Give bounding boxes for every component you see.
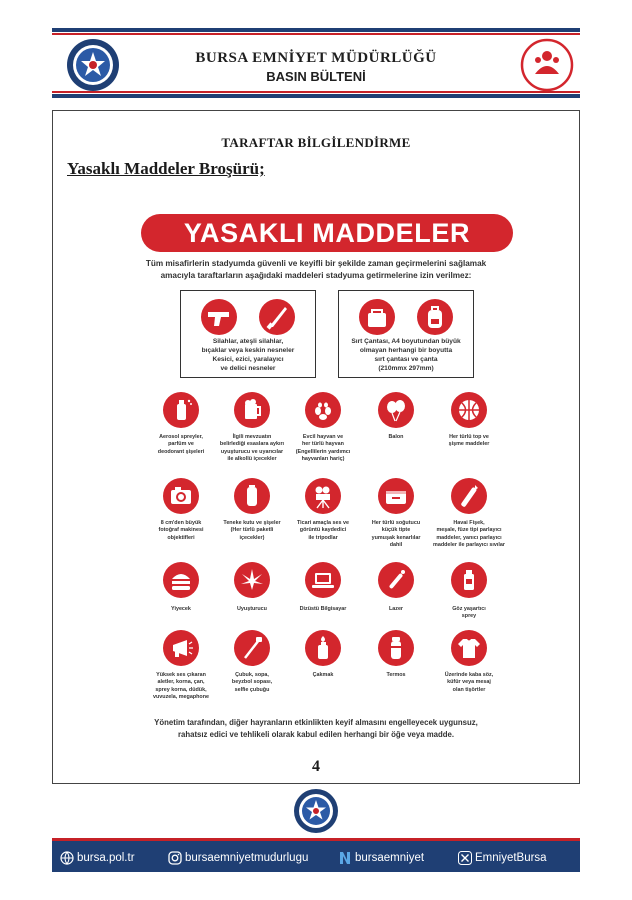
item-line: Lazer [388, 606, 404, 612]
intro-text [120, 258, 512, 282]
item-line: fotoğraf makinesi [158, 527, 204, 534]
header-top-band [52, 28, 580, 32]
footer-line: rahatsız edici ve tehlikeli olarak kabul edilen herhangi bir öğe veya madde. [177, 730, 455, 739]
item-line: Yüksek ses çıkaran [156, 672, 206, 678]
item-line: Yiyecek [171, 606, 191, 612]
item-label [355, 672, 437, 679]
item-line: uyuşturucu ve uyarıcılar [220, 448, 284, 455]
item-label [428, 520, 510, 550]
social-link-x[interactable] [458, 850, 547, 866]
item-line: yumuşak kenarlılar [371, 534, 421, 541]
item-line: Göz yaşartıcı [452, 606, 486, 612]
item-line: Çubuk, sopa, [235, 672, 269, 678]
box-line: bıçaklar veya keskin nesneler [201, 347, 295, 354]
item-label [428, 606, 510, 621]
flare-icon [451, 478, 487, 514]
item-line: (Her türlü paketli [230, 527, 274, 534]
item-label [428, 434, 510, 449]
item-label [428, 672, 510, 694]
item-line: Dizüstü Bilgisayar [299, 606, 347, 612]
item-line: her türlü hayvan [302, 441, 344, 448]
item-line: deodorant şişeleri [157, 448, 205, 455]
bags-text [341, 337, 471, 373]
item-line: selfie çubuğu [234, 686, 270, 693]
notice-title: TARAFTAR BİLGİLENDİRME [221, 135, 411, 150]
header-bottom-band [52, 94, 580, 98]
weapons-text [183, 337, 313, 373]
intro-line: Tüm misafirlerin stadyumda güvenli ve keyifli bir şekilde zaman geçirmelerini sağlamak [145, 259, 487, 268]
instagram-icon [168, 851, 182, 865]
item-line: Teneke kutu ve şişeler [223, 520, 281, 526]
laser-icon [378, 562, 414, 598]
item-line: olan tişörtler [452, 686, 486, 693]
item-line: 8 cm'den büyük [160, 520, 202, 526]
brochure-heading: Yasaklı Maddeler Broşürü; [67, 159, 265, 178]
item-label [282, 672, 364, 679]
header-red-line [52, 33, 580, 35]
handbag-icon [359, 299, 395, 335]
item-line: dahil [389, 542, 403, 549]
social-link-nsosyal[interactable] [338, 850, 424, 866]
item-label [140, 434, 222, 456]
burger-icon [163, 562, 199, 598]
beer-icon [234, 392, 270, 428]
social-label: EmniyetBursa [475, 852, 547, 864]
tshirt-icon [451, 630, 487, 666]
bags-box [338, 290, 474, 378]
video-camera-icon [305, 478, 341, 514]
social-link-website[interactable] [60, 850, 135, 866]
item-line: sprey [461, 613, 477, 620]
item-line: Balon [388, 434, 404, 440]
item-line: aletler, korna, çan, [157, 679, 205, 686]
box-line: ve delici nesneler [220, 365, 276, 372]
page-number: 4 [312, 758, 320, 775]
item-line: beyzbol sopası, [231, 679, 273, 686]
item-label [211, 606, 293, 613]
item-line: maddeler, yanıcı parlayıcı [436, 534, 502, 541]
box-line: Kesici, ezici, yaralayıcı [212, 356, 284, 363]
item-line: parfüm ve [168, 441, 194, 448]
footer-note [100, 717, 532, 741]
item-line: Her türlü top ve [449, 434, 489, 440]
item-label [140, 520, 222, 542]
camera-icon [163, 478, 199, 514]
x-icon [458, 851, 472, 865]
item-line: Aerosol spreyler, [159, 434, 203, 440]
cooler-icon [378, 478, 414, 514]
item-line: küçük tipte [381, 527, 411, 534]
ball-icon [451, 392, 487, 428]
paw-icon [305, 392, 341, 428]
can-icon [234, 478, 270, 514]
balloon-icon [378, 392, 414, 428]
social-bar [52, 838, 580, 872]
footer-line: Yönetim tarafından, diğer hayranların etkinlikten keyif almasını engelleyecek uygunsuz, [154, 718, 478, 727]
box-line: olmayan herhangi bir boyutta [359, 347, 453, 354]
item-line: vuvuzela, megaphone [152, 694, 210, 701]
box-line: (210mmx 297mm) [378, 365, 434, 372]
item-label [211, 520, 293, 542]
item-line: Evcil hayvan ve [302, 434, 344, 440]
thermos-icon [378, 630, 414, 666]
globe-icon [60, 851, 74, 865]
nsosyal-icon [338, 851, 352, 865]
box-line: Silahlar, ateşli silahlar, [212, 338, 284, 345]
header-subtitle: BASIN BÜLTENİ [266, 69, 366, 84]
item-line: belirlediği esaslara aykırı [219, 441, 285, 448]
item-line: ile alkollü içecekler [227, 456, 277, 463]
item-line: içecekler) [239, 534, 265, 541]
knife-icon [259, 299, 295, 335]
selfie-stick-icon [234, 630, 270, 666]
item-line: Havai Fişek, [453, 520, 485, 526]
item-line: sprey korna, düdük, [155, 686, 207, 693]
item-label [140, 606, 222, 613]
item-label [140, 672, 222, 702]
item-label [355, 520, 437, 550]
item-label [355, 434, 437, 441]
prohibited-items-banner: YASAKLI MADDELER [141, 214, 513, 252]
item-line: (Engellilerin yardımcı [295, 448, 351, 455]
family-year-logo [520, 38, 574, 92]
item-line: hayvanları hariç) [301, 456, 345, 463]
item-label [211, 672, 293, 694]
megaphone-icon [163, 630, 199, 666]
item-line: küfür veya mesaj [447, 679, 491, 686]
item-line: Üzerinde kaba söz, [444, 672, 494, 678]
social-link-instagram[interactable] [168, 850, 308, 866]
lighter-icon [305, 630, 341, 666]
item-line: meşale, füze tipi parlayıcı [436, 527, 502, 534]
item-label [282, 434, 364, 464]
social-label: bursaemniyetmudurlugu [185, 852, 309, 864]
social-label: bursaemniyet [355, 852, 425, 864]
header-title: BURSA EMNİYET MÜDÜRLÜĞÜ [195, 50, 437, 66]
police-emblem-logo [293, 788, 339, 834]
item-line: Termos [386, 672, 406, 678]
item-line: Her türlü soğutucu [371, 520, 421, 526]
social-label: bursa.pol.tr [77, 852, 135, 864]
item-line: Ticari amaçla ses ve [296, 520, 350, 526]
aerosol-icon [163, 392, 199, 428]
intro-line: amacıyla taraftarların aşağıdaki maddeleri stadyuma getirmelerine izin verilmez: [160, 271, 472, 280]
item-label [282, 606, 364, 613]
header-red-line [52, 91, 580, 93]
item-line: İlgili mevzuatın [232, 434, 272, 440]
pistol-icon [201, 299, 237, 335]
item-line: görüntü kaydedici [299, 527, 347, 534]
item-label [355, 606, 437, 613]
item-line: şişme maddeler [448, 441, 490, 448]
weapons-box [180, 290, 316, 378]
item-line: ile tripodlar [308, 534, 338, 541]
item-label [211, 434, 293, 464]
item-line: Uyuşturucu [237, 606, 267, 612]
pepper-spray-icon [451, 562, 487, 598]
cannabis-icon [234, 562, 270, 598]
item-line: objektifleri [167, 534, 195, 541]
police-emblem-logo [66, 38, 120, 92]
item-line: Çakmak [312, 672, 334, 678]
backpack-icon [417, 299, 453, 335]
box-line: sırt çantası ve çanta [374, 356, 438, 363]
item-line: maddeler ile parlayıcı sıvılar [433, 542, 505, 549]
item-label [282, 520, 364, 542]
box-line: Sırt Çantası, A4 boyutundan büyük [351, 338, 461, 345]
laptop-icon [305, 562, 341, 598]
